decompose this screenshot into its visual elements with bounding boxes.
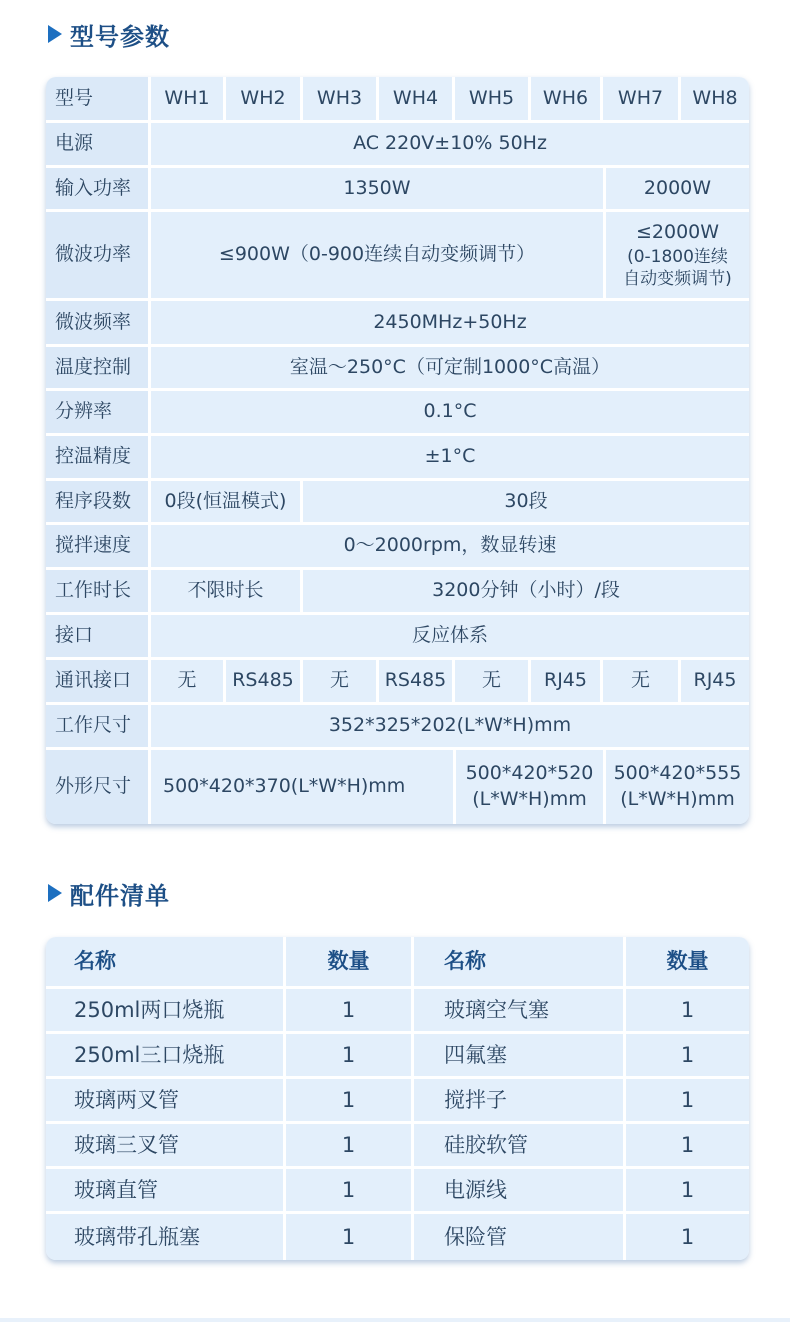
acc-row [46,1169,749,1214]
spec-label-interface: 接口 [46,615,151,660]
acc-item-name: 搅拌子 [414,1079,626,1124]
acc-row [46,989,749,1034]
comm-cell: 无 [603,660,681,705]
spec-row-temp-control [46,347,749,391]
acc-row [46,1079,749,1124]
comm-cell: RJ45 [531,660,603,705]
spec-value-program-b: 30段 [303,481,749,525]
acc-item-qty: 1 [286,989,414,1034]
spec-value-microwave-power-b [606,212,749,301]
spec-row-program [46,481,749,525]
acc-item-qty: 1 [286,1214,414,1260]
acc-row [46,1034,749,1079]
spec-label-power: 电源 [46,123,151,168]
spec-row-work-time [46,570,749,615]
spec-value-temp-control: 室温～250°C（可定制1000°C高温） [151,347,749,391]
model-cell: WH8 [681,77,749,123]
acc-item-qty: 1 [626,1079,749,1124]
spec-label-comm: 通讯接口 [46,660,151,705]
acc-item-name: 保险管 [414,1214,626,1260]
bottom-divider [0,1318,790,1322]
spec-row-precision [46,436,749,481]
spec-value-power: AC 220V±10% 50Hz [151,123,749,168]
spec-value-stir: 0～2000rpm，数显转速 [151,525,749,570]
acc-row [46,1214,749,1260]
spec-row-stir [46,525,749,570]
acc-header-qty: 数量 [286,937,414,989]
comm-cell: 无 [303,660,379,705]
spec-value-interface: 反应体系 [151,615,749,660]
spec-value-resolution: 0.1°C [151,391,749,436]
model-cell: WH4 [379,77,455,123]
acc-item-name: 250ml三口烧瓶 [46,1034,286,1079]
spec-label-outer-size: 外形尺寸 [46,750,151,824]
outer-size-b-line1: 500*420*520 [465,762,594,785]
acc-header-name: 名称 [414,937,626,989]
comm-cell: RS485 [226,660,303,705]
spec-table [46,77,749,824]
acc-item-name: 四氟塞 [414,1034,626,1079]
comm-cell: 无 [151,660,226,705]
spec-value-program-a: 0段(恒温模式) [151,481,303,525]
acc-item-qty: 1 [626,1169,749,1214]
acc-item-name: 电源线 [414,1169,626,1214]
model-cell: WH6 [531,77,603,123]
spec-label-input-power: 输入功率 [46,168,151,212]
triangle-bullet-icon [48,884,62,902]
spec-row-interface [46,615,749,660]
spec-value-input-power-a: 1350W [151,168,606,212]
spec-value-work-size: 352*325*202(L*W*H)mm [151,705,749,750]
spec-value-outer-size-a: 500*420*370(L*W*H)mm [151,750,456,824]
comm-cell: RS485 [379,660,455,705]
acc-item-name: 玻璃三叉管 [46,1124,286,1169]
accessories-table [46,937,749,1260]
spec-row-frequency [46,301,749,347]
model-cell: WH5 [455,77,531,123]
spec-section-title [48,17,170,51]
spec-section-title-text: 型号参数 [70,22,170,51]
spec-row-microwave-power [46,212,749,301]
spec-value-work-time-a: 不限时长 [151,570,303,615]
spec-label-precision: 控温精度 [46,436,151,481]
acc-header-qty: 数量 [626,937,749,989]
acc-item-qty: 1 [626,989,749,1034]
acc-item-name: 玻璃空气塞 [414,989,626,1034]
spec-label-microwave-power: 微波功率 [46,212,151,301]
acc-row [46,1124,749,1169]
spec-row-work-size [46,705,749,750]
acc-item-name: 250ml两口烧瓶 [46,989,286,1034]
acc-item-name: 玻璃直管 [46,1169,286,1214]
spec-label-models: 型号 [46,77,151,123]
spec-label-resolution: 分辨率 [46,391,151,436]
outer-size-c-line1: 500*420*555 [613,762,742,785]
spec-label-frequency: 微波频率 [46,301,151,347]
acc-section-title-text: 配件清单 [70,881,170,910]
triangle-bullet-icon [48,25,62,43]
acc-item-qty: 1 [286,1034,414,1079]
spec-row-input-power [46,168,749,212]
outer-size-b-line2: (L*W*H)mm [472,788,587,810]
spec-row-models [46,77,749,123]
acc-section-title [48,876,170,910]
acc-item-name: 玻璃带孔瓶塞 [46,1214,286,1260]
comm-cell: RJ45 [681,660,749,705]
spec-value-precision: ±1°C [151,436,749,481]
spec-label-program: 程序段数 [46,481,151,525]
spec-row-resolution [46,391,749,436]
model-cell: WH2 [226,77,303,123]
acc-item-qty: 1 [626,1034,749,1079]
acc-item-name: 玻璃两叉管 [46,1079,286,1124]
spec-value-outer-size-c [606,750,749,824]
spec-value-frequency: 2450MHz+50Hz [151,301,749,347]
spec-label-temp-control: 温度控制 [46,347,151,391]
model-cell: WH7 [603,77,681,123]
spec-label-work-time: 工作时长 [46,570,151,615]
model-cell: WH1 [151,77,226,123]
microwave-power-b-line1: ≤2000W [635,221,720,244]
spec-row-comm [46,660,749,705]
spec-label-work-size: 工作尺寸 [46,705,151,750]
acc-item-qty: 1 [286,1079,414,1124]
acc-header-row [46,937,749,989]
acc-header-name: 名称 [46,937,286,989]
acc-item-qty: 1 [626,1124,749,1169]
comm-cell: 无 [455,660,531,705]
microwave-power-b-line2: (0-1800连续 [627,246,728,267]
spec-value-microwave-power-a: ≤900W（0-900连续自动变频调节） [151,212,606,301]
spec-value-input-power-b: 2000W [606,168,749,212]
spec-row-power [46,123,749,168]
spec-value-work-time-b: 3200分钟（小时）/段 [303,570,749,615]
spec-label-stir: 搅拌速度 [46,525,151,570]
model-cell: WH3 [303,77,379,123]
acc-item-qty: 1 [286,1169,414,1214]
acc-item-qty: 1 [626,1214,749,1260]
spec-row-outer-size [46,750,749,824]
spec-value-outer-size-b [456,750,606,824]
microwave-power-b-line3: 自动变频调节) [623,268,732,289]
acc-item-qty: 1 [286,1124,414,1169]
acc-item-name: 硅胶软管 [414,1124,626,1169]
outer-size-c-line2: (L*W*H)mm [620,788,735,810]
